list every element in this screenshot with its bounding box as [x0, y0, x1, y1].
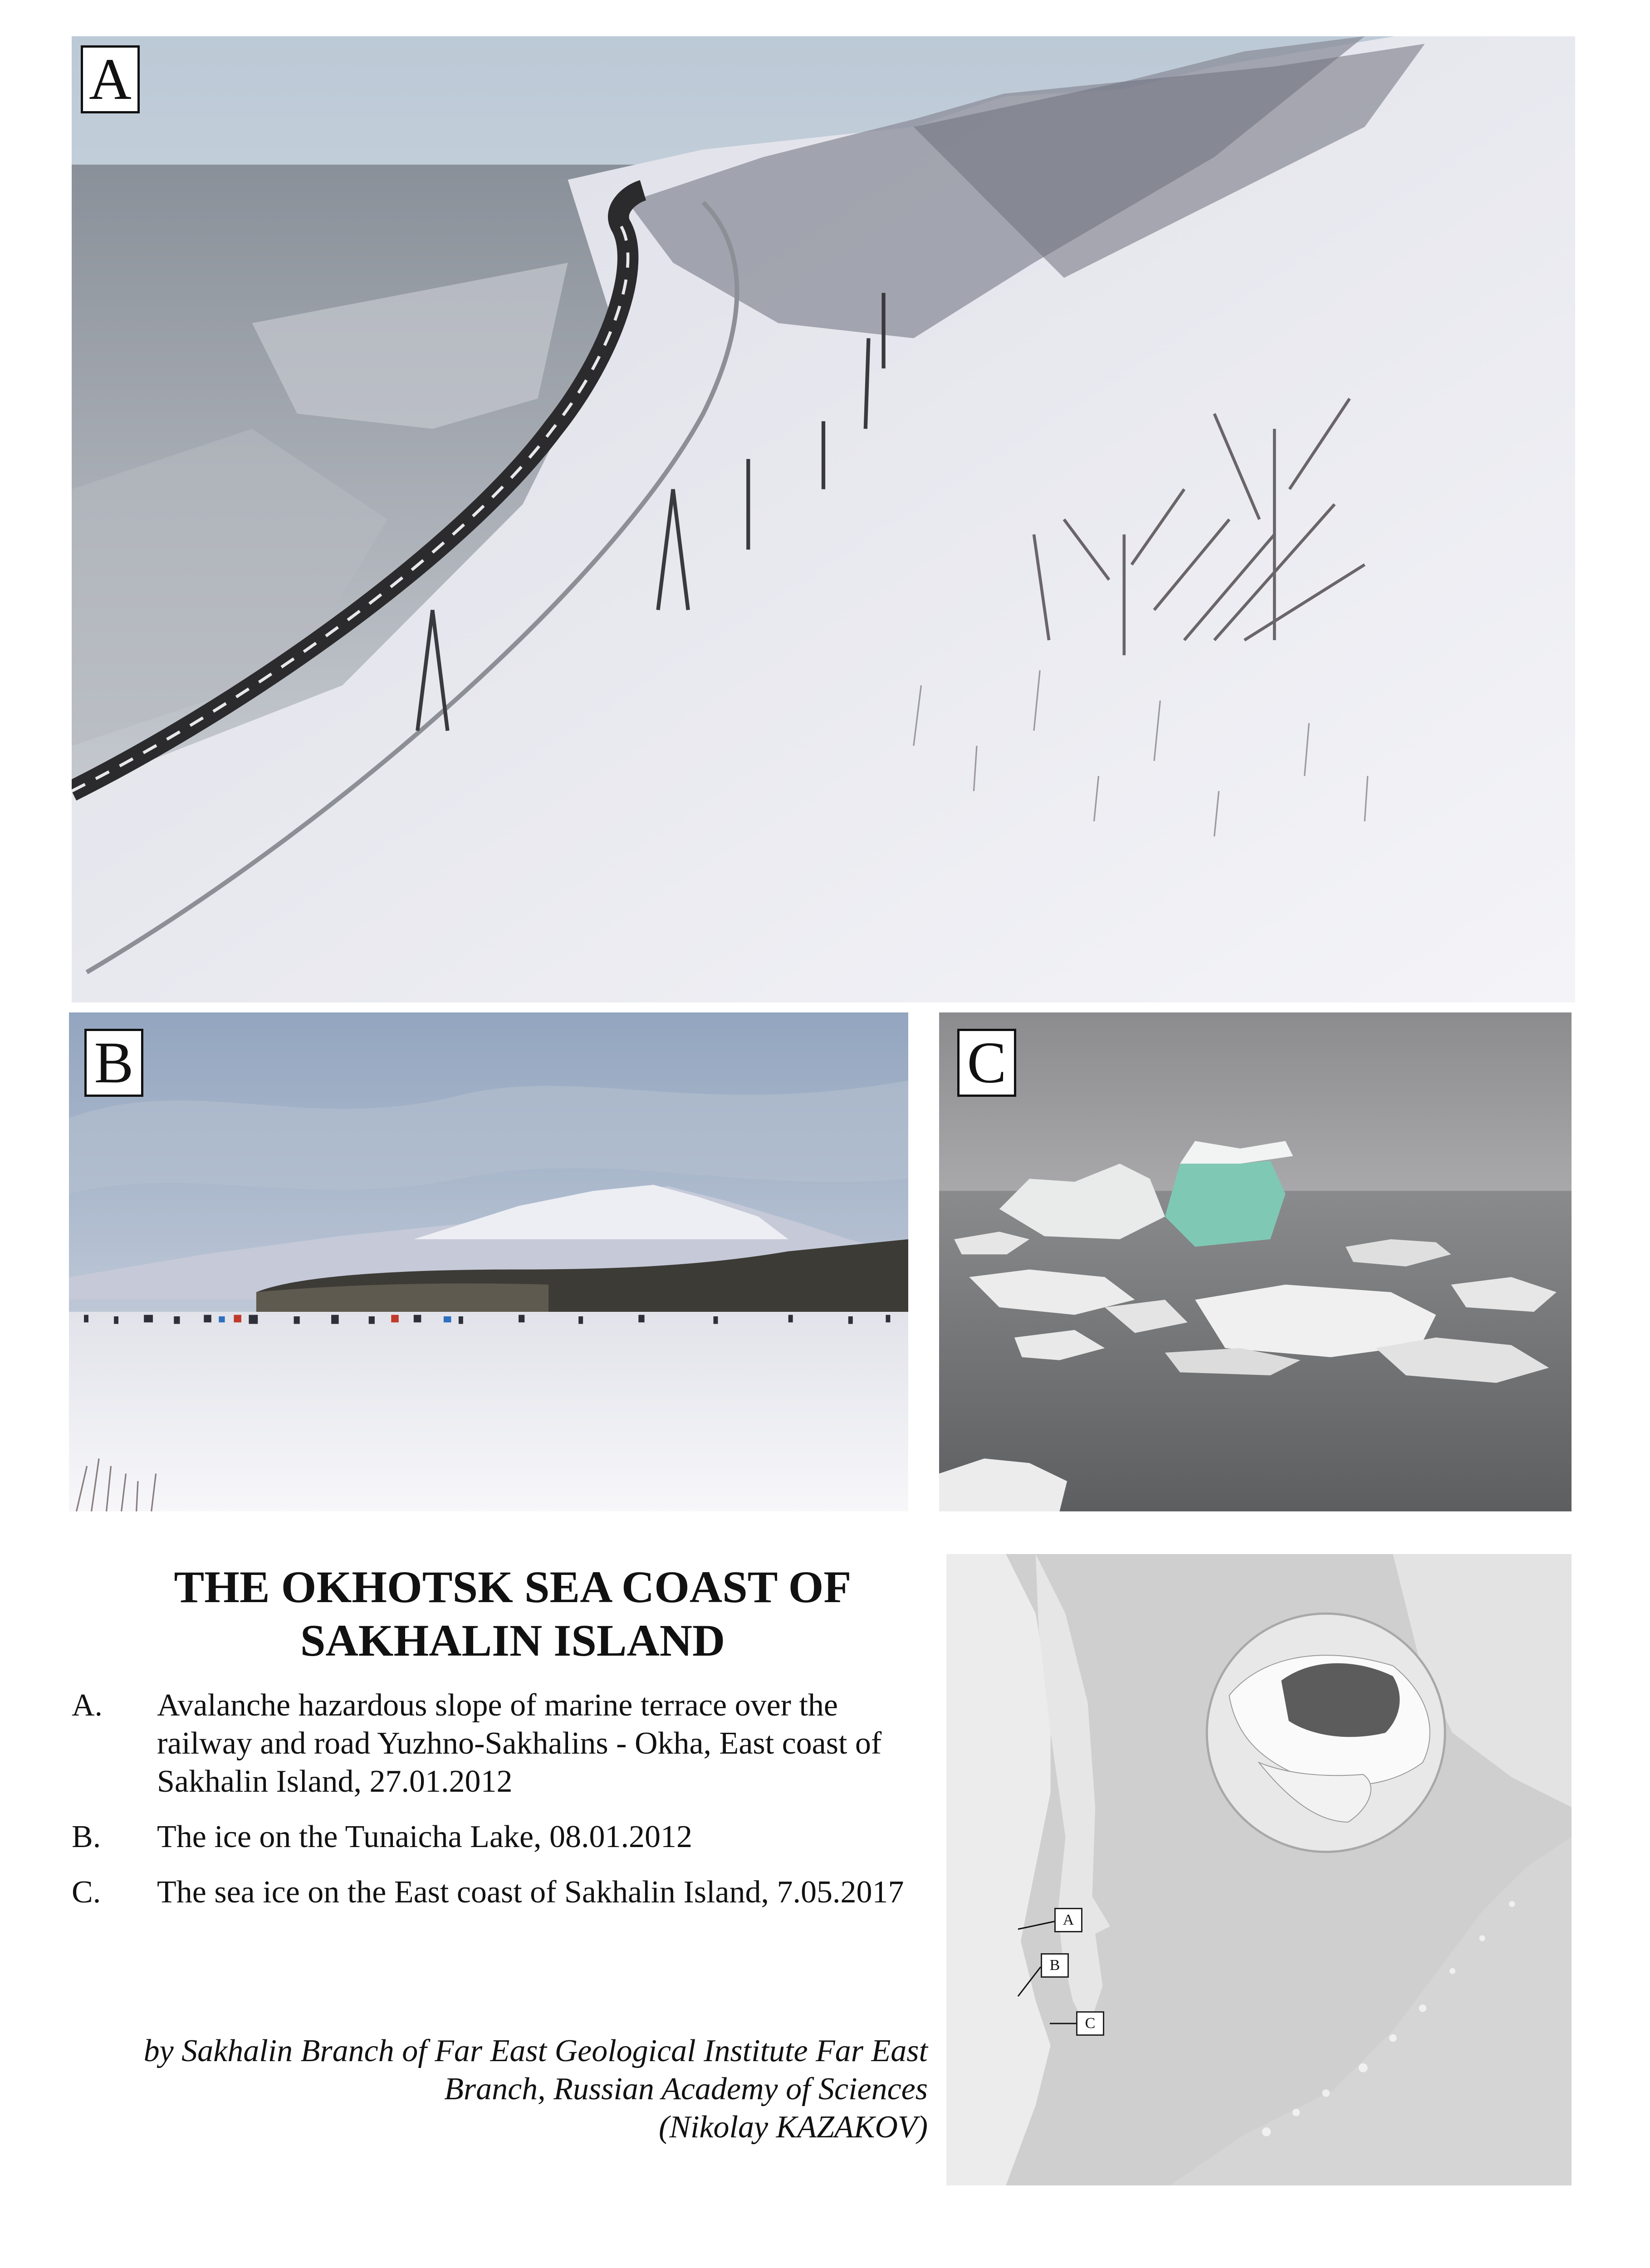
- location-map: [946, 1554, 1572, 2185]
- panel-label-c: C: [957, 1029, 1016, 1097]
- slope-photo-graphic: [72, 36, 1575, 1002]
- caption-label: C.: [72, 1875, 101, 1910]
- credit-line-2: Branch, Russian Academy of Sciences: [444, 2072, 928, 2107]
- caption-item-c: [72, 1873, 934, 1911]
- photo-c-sea-ice: [939, 1012, 1572, 1511]
- panel-label-a: A: [81, 45, 140, 113]
- caption-label: B.: [72, 1819, 101, 1854]
- map-leader-lines: [946, 1554, 1572, 2185]
- map-marker-c: C: [1076, 2011, 1104, 2036]
- author-credit: [59, 2032, 928, 2146]
- caption-list: [72, 1686, 934, 1929]
- credit-line-1: by Sakhalin Branch of Far East Geological Institute Far East: [143, 2033, 928, 2068]
- caption-text: Avalanche hazardous slope of marine terrace over the railway and road Yuzhno-Sakhalins - Okha, East coast of Sakhalin Island, 27.01.2012: [157, 1688, 882, 1799]
- photo-a-snowy-slope: [72, 36, 1575, 1002]
- caption-item-b: [72, 1818, 934, 1856]
- photo-b-frozen-lake: [69, 1012, 908, 1511]
- map-marker-a: A: [1054, 1908, 1082, 1932]
- page-title-line-1: THE OKHOTSK SEA COAST OF: [174, 1562, 852, 1612]
- caption-text: The sea ice on the East coast of Sakhalin Island, 7.05.2017: [157, 1875, 904, 1910]
- map-marker-b: B: [1041, 1953, 1069, 1978]
- caption-text: The ice on the Tunaicha Lake, 08.01.2012: [157, 1819, 693, 1854]
- panel-label-b: B: [84, 1029, 143, 1097]
- page-title: [82, 1560, 944, 1667]
- sea-ice-photo-graphic: [939, 1012, 1572, 1511]
- lake-photo-graphic: [69, 1012, 908, 1511]
- caption-item-a: [72, 1686, 934, 1801]
- caption-label: A.: [72, 1688, 103, 1723]
- page-title-line-2: SAKHALIN ISLAND: [300, 1615, 725, 1666]
- credit-line-3: (Nikolay KAZAKOV): [659, 2110, 928, 2145]
